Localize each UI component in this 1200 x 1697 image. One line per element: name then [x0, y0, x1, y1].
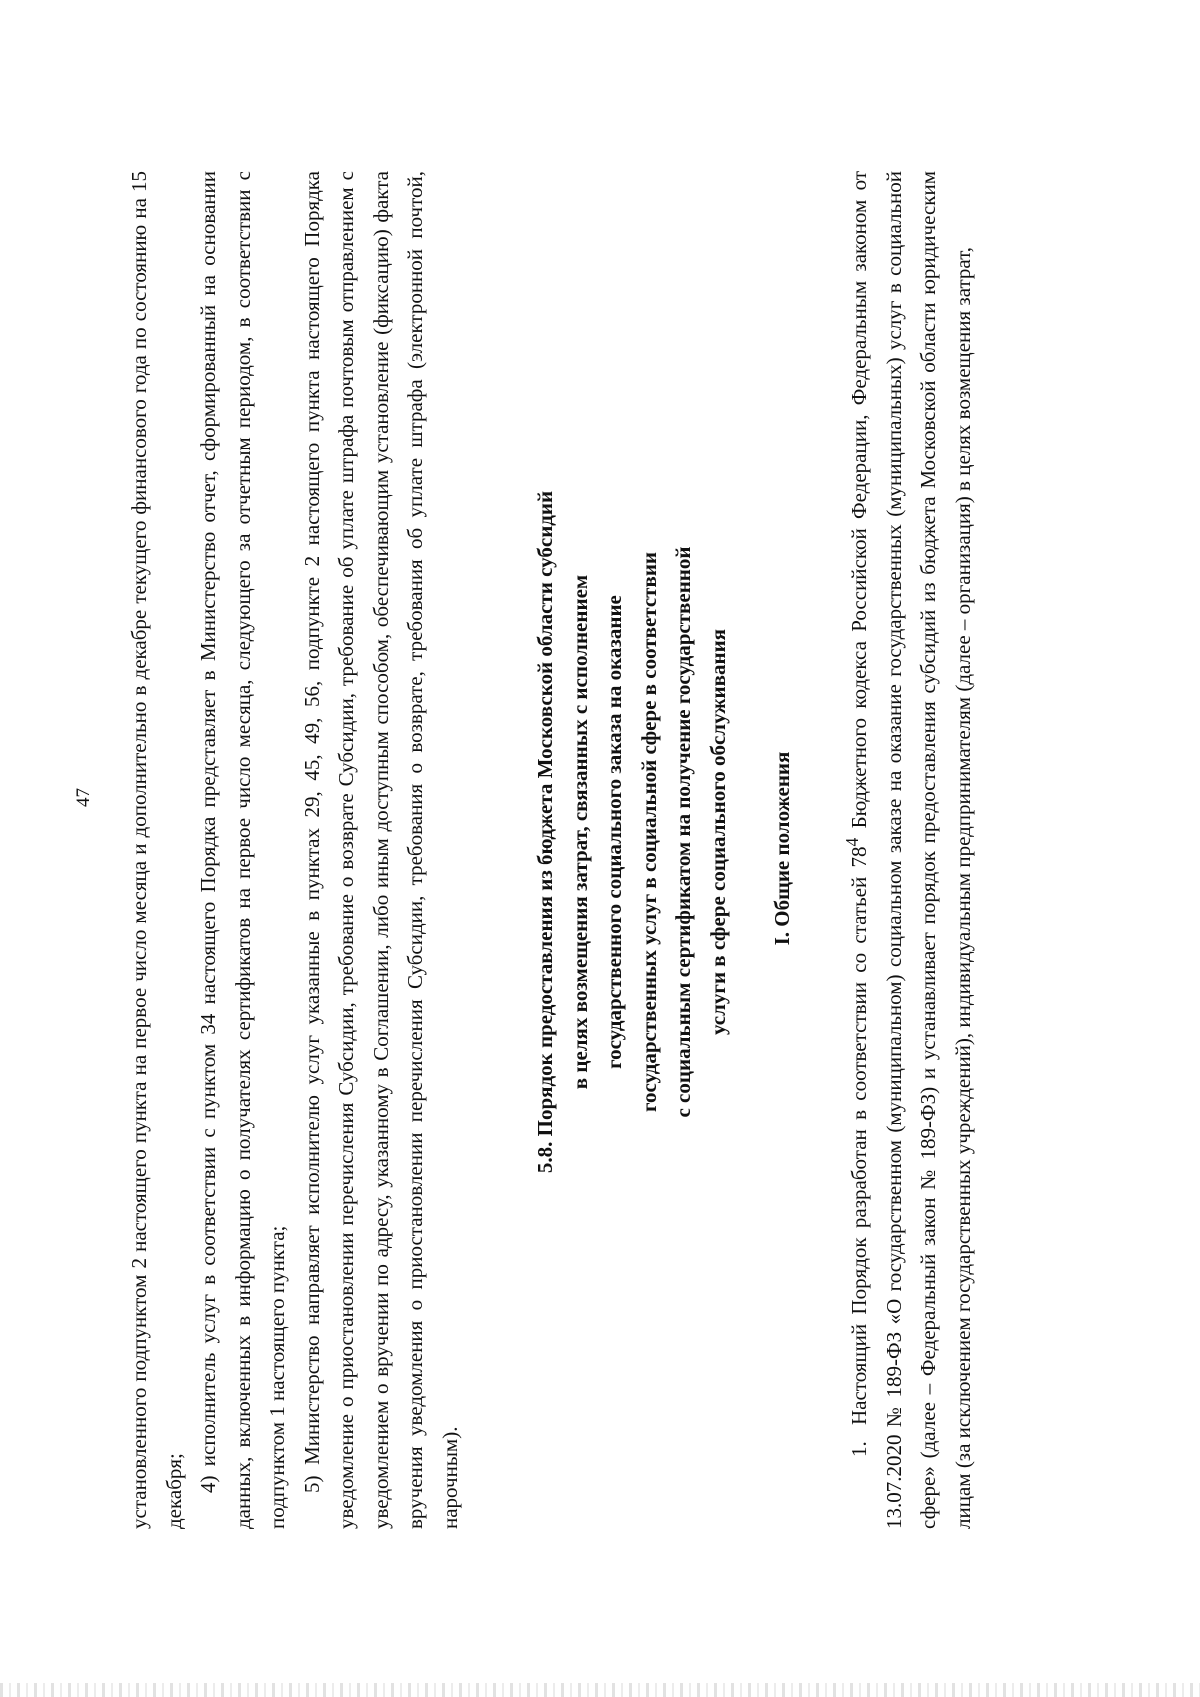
article-superscript: 4: [842, 837, 862, 847]
paragraph-item-5: 5) Министерство направляет исполнителю услуг указанные в пунктах 29, 45, 49, 56, подпункте 2 настоящего пункта настоящего Порядка уведомление о приостановлении перечисления Субсидии, требование о возврате Субсидии, требование об уплате штрафа почтовым отправлением с уведомлением о вручении по адресу, указанному в Соглашении, либо иным доступным способом, обеспечивающим установление (фиксацию) факта вручения уведомления о приостановлении перечисления Субсидии, требования о возврате, требования об уплате штрафа (электронной почтой, нарочным).: [299, 171, 462, 1529]
paragraph-text-rest: Бюджетного кодекса Российской Федерации, Федеральным законом от 13.07.2020 № 189-ФЗ «О государственном (муниципальном) социальном заказе на оказание государственных (муниципальных) услуг в социальной сфере» (далее – Федеральный закон № 189-ФЗ) и устанавливает порядок предоставления субсидий из бюджета Московской области юридическим лицам (за исключением государственных учреждений), индивидуальным предпринимателям (далее – организация) в целях возмещения затрат,: [847, 170, 975, 1529]
scan-edge-artifact: [0, 1683, 1200, 1697]
page-number: 47: [73, 788, 94, 807]
section-heading: [528, 267, 735, 1397]
paragraph-1: [835, 171, 980, 1529]
heading-line: в целях возмещения затрат, связанных с исполнением: [567, 574, 592, 1090]
paragraph-text-start: Настоящий Порядок разработан в соответствии со статьей 78: [847, 846, 871, 1425]
heading-line: услуги в сфере социального обслуживания: [705, 628, 730, 1036]
paragraph-item-4: 4) исполнитель услуг в соответствии с пунктом 34 настоящего Порядка представляет в Министерство отчет, сформированный на основании данных, включенных в информацию о получателях сертификатов на первое число месяца, следующего за отчетным периодом, в соответствии с подпунктом 1 настоящего пункта;: [196, 171, 289, 1529]
heading-line: государственного социального заказа на оказание: [602, 595, 626, 1069]
subsection-title: I. Общие положения: [770, 751, 794, 946]
paragraph-continuation: установленного подпунктом 2 настоящего пункта на первое число месяца и дополнительно в декабре текущего финансового года по состоянию на 15 декабря;: [127, 171, 186, 1529]
heading-line: государственных услуг в социальной сфере в соответствии: [636, 551, 661, 1113]
bottom-text-block: [835, 171, 980, 1529]
top-text-block: [122, 171, 467, 1529]
paragraph-number: 1.: [847, 1441, 871, 1457]
heading-line: 5.8. Порядок предоставления из бюджета Московской области субсидий: [533, 490, 557, 1174]
heading-line: с социальным сертификатом на получение государственной: [671, 546, 695, 1118]
